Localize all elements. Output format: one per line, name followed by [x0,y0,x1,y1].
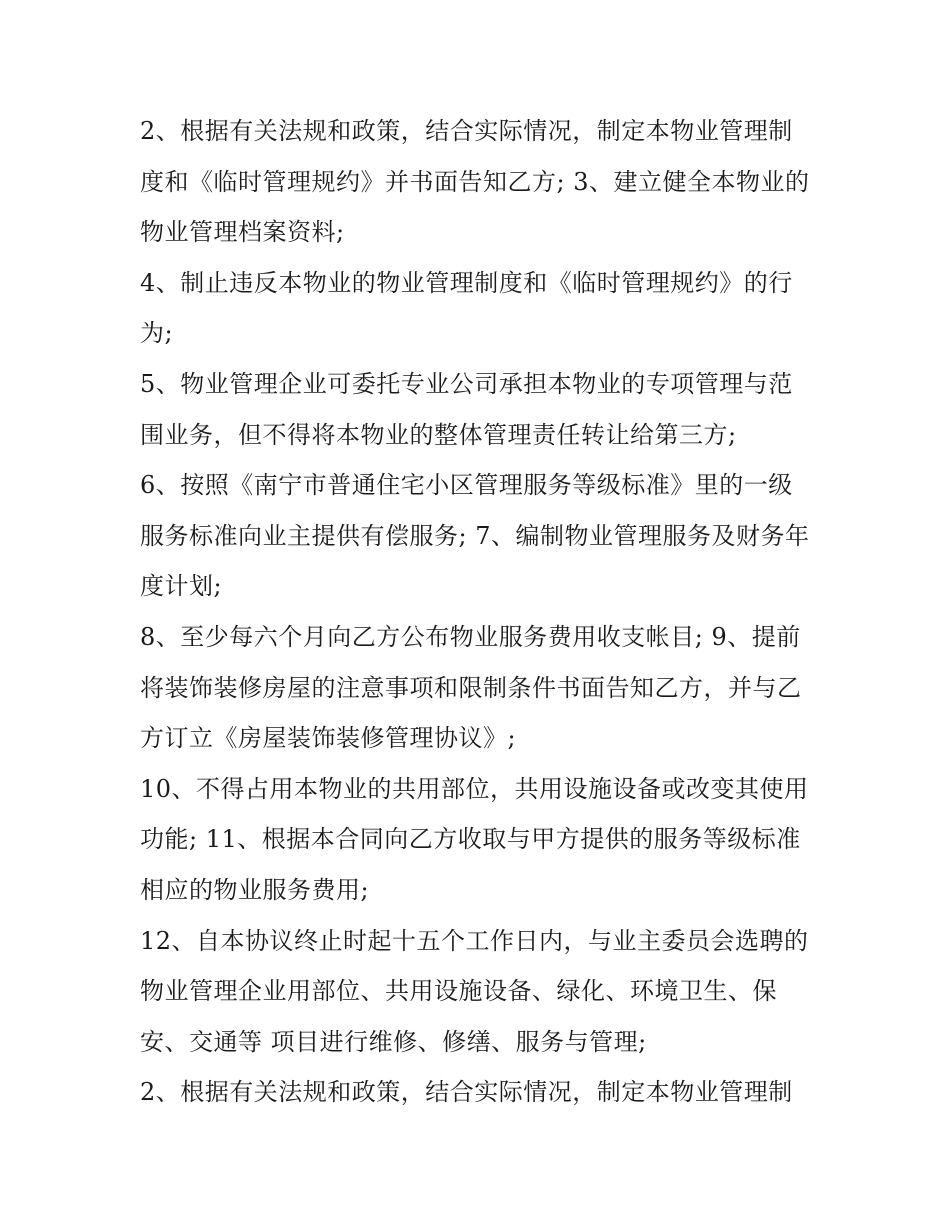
text-line: 12、自本协议终止时起十五个工作日内，与业主委员会选聘的 [140,926,809,955]
text-line: 8、至少每六个月向乙方公布物业服务费用收支帐目; 9、提前 [140,622,801,651]
text-line: 度和《临时管理规约》并书面告知乙方; 3、建立健全本物业的 [140,167,810,196]
text-line: 4、制止违反本物业的物业管理制度和《临时管理规约》的行 [140,268,793,297]
text-line: 为; [140,319,174,348]
text-line: 相应的物业服务费用; [140,875,370,904]
text-line: 物业管理企业用部位、共用设施设备、绿化、环境卫生、保 [140,977,777,1006]
document-body [140,106,820,1118]
text-line: 围业务，但不得将本物业的整体管理责任转让给第三方; [140,420,737,449]
text-line: 度计划; [140,572,223,601]
text-line: 10、不得占用本物业的共用部位，共用设施设备或改变其使用 [140,774,809,803]
text-line: 2、根据有关法规和政策，结合实际情况，制定本物业管理制 [140,1078,793,1107]
text-line: 将装饰装修房屋的注意事项和限制条件书面告知乙方，并与乙 [140,673,802,702]
text-line: 安、交通等 项目进行维修、修缮、服务与管理; [140,1027,647,1056]
text-line: 功能; 11、根据本合同向乙方收取与甲方提供的服务等级标准 [140,825,801,854]
text-line: 5、物业管理企业可委托专业公司承担本物业的专项管理与范 [140,369,793,398]
text-line: 6、按照《南宁市普通住宅小区管理服务等级标准》里的一级 [140,471,793,500]
text-line: 服务标准向业主提供有偿服务; 7、编制物业管理服务及财务年 [140,521,810,550]
text-line: 物业管理档案资料; [140,218,345,247]
text-line: 2、根据有关法规和政策，结合实际情况，制定本物业管理制 [140,117,793,145]
text-line: 方订立《房屋装饰装修管理协议》; [140,724,517,753]
